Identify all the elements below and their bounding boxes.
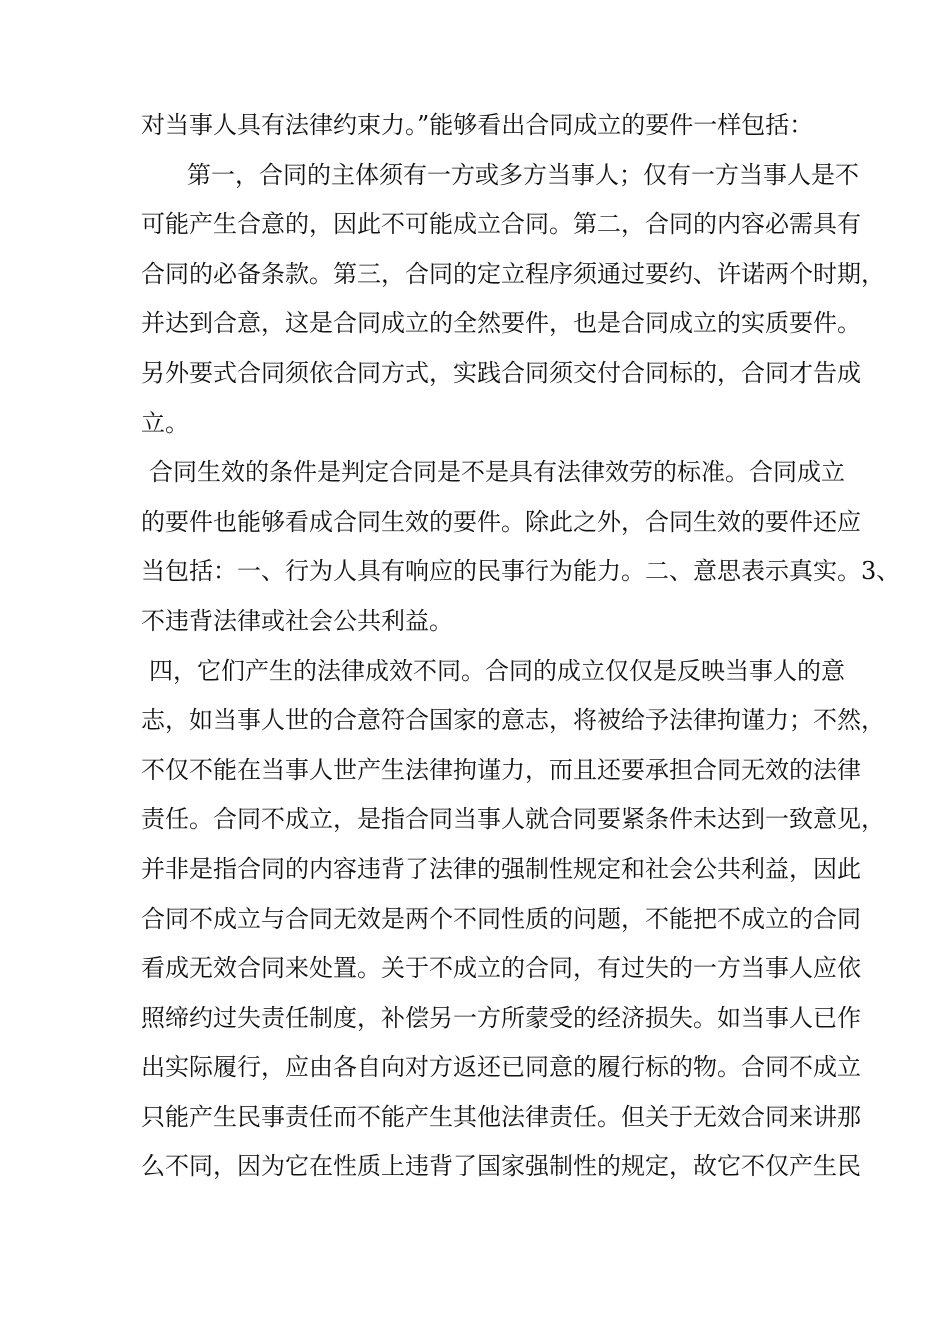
text-line: 合同不成立与合同无效是两个不同性质的问题，不能把不成立的合同 <box>141 904 861 933</box>
text-line: 另外要式合同须依合同方式，实践合同须交付合同标的，合同才告成 <box>141 358 861 387</box>
body-text <box>141 101 901 1192</box>
text-line: 并非是指合同的内容违背了法律的强制性规定和社会公共利益，因此 <box>141 854 861 883</box>
text-line: 不违背法律或社会公共利益。 <box>141 606 453 635</box>
text-line: 当包括：一、行为人具有响应的民事行为能力。二、意思表示真实。3、 <box>141 557 901 586</box>
text-line: 并达到合意，这是合同成立的全然要件，也是合同成立的实质要件。 <box>141 309 861 338</box>
text-line: 志，如当事人世的合意符合国家的意志，将被给予法律拘谨力；不然， <box>141 706 885 735</box>
text-line: 立。 <box>141 408 189 437</box>
text-line: 么不同，因为它在性质上违背了国家强制性的规定，故它不仅产生民 <box>141 1152 861 1181</box>
text-line: 合同生效的条件是判定合同是不是具有法律效劳的标准。合同成立 <box>149 458 845 487</box>
text-line: 四，它们产生的法律成效不同。合同的成立仅仅是反映当事人的意 <box>149 656 845 685</box>
text-line: 可能产生合意的，因此不可能成立合同。第二，合同的内容必需具有 <box>141 210 861 239</box>
text-line: 看成无效合同来处置。关于不成立的合同，有过失的一方当事人应依 <box>141 954 861 983</box>
text-line: 的要件也能够看成合同生效的要件。除此之外，合同生效的要件还应 <box>141 507 861 536</box>
text-line: 只能产生民事责任而不能产生其他法律责任。但关于无效合同来讲那 <box>141 1102 861 1131</box>
text-line: 对当事人具有法律约束力。”能够看出合同成立的要件一样包括： <box>141 111 814 139</box>
text-line: 合同的必备条款。第三，合同的定立程序须通过要约、许诺两个时期， <box>141 259 885 288</box>
text-line: 第一，合同的主体须有一方或多方当事人；仅有一方当事人是不 <box>187 160 859 189</box>
text-line: 照缔约过失责任制度，补偿另一方所蒙受的经济损失。如当事人已作 <box>141 1003 861 1032</box>
text-line: 不仅不能在当事人世产生法律拘谨力，而且还要承担合同无效的法律 <box>141 755 861 784</box>
text-line: 出实际履行，应由各自向对方返还已同意的履行标的物。合同不成立 <box>141 1053 861 1082</box>
text-line: 责任。合同不成立，是指合同当事人就合同要紧条件未达到一致意见， <box>141 805 885 834</box>
